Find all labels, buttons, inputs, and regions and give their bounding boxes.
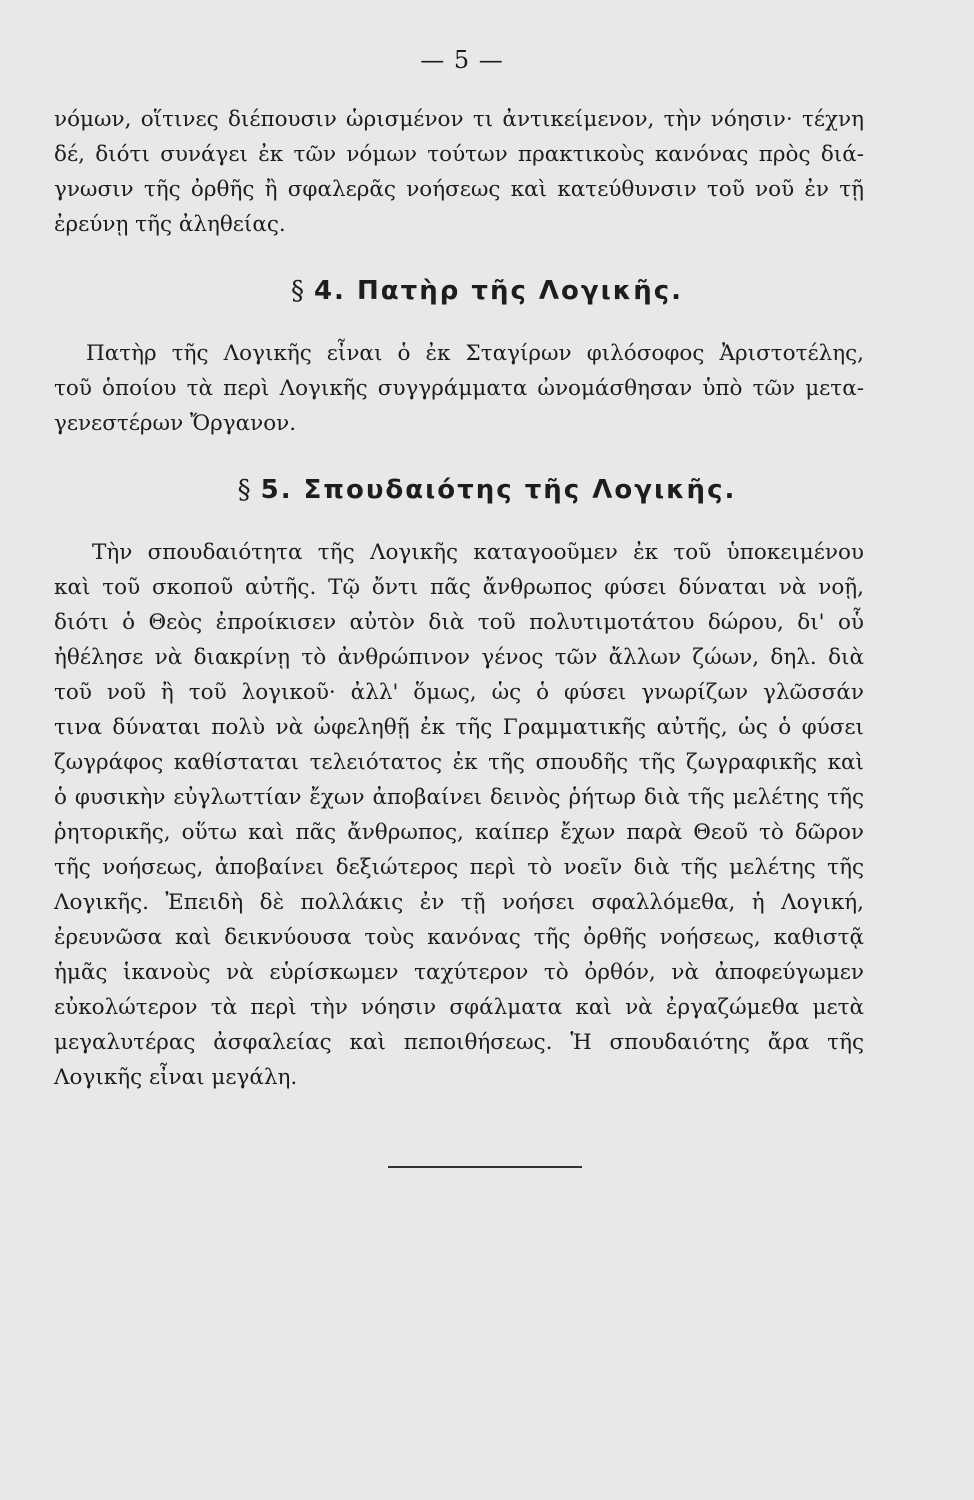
- text-line: μεγαλυτέρας ἀσφαλείας καὶ πεποιθήσεως. Ἡ σπουδαιότης ἄρα τῆς: [54, 1030, 864, 1055]
- section-title: 5. Σπουδαιότης τῆς Λογικῆς.: [260, 475, 737, 505]
- text-line: τοῦ ὁποίου τὰ περὶ Λογικῆς συγγράμματα ὠνομάσθησαν ὑπὸ τῶν μετα-: [54, 376, 864, 401]
- text-line: γνωσιν τῆς ὀρθῆς ἢ σφαλερᾶς νοήσεως καὶ κατεύθυνσιν τοῦ νοῦ ἐν τῇ: [54, 177, 864, 202]
- text-line: Λογικῆς εἶναι μεγάλη.: [54, 1065, 298, 1090]
- text-line: διότι ὁ Θεὸς ἐπροίκισεν αὐτὸν διὰ τοῦ πολυτιμοτάτου δώρου, δι' οὗ: [54, 610, 864, 635]
- section-heading-5: [0, 475, 974, 505]
- text-line: Λογικῆς. Ἐπειδὴ δὲ πολλάκις ἐν τῇ νοήσει σφαλλόμεθα, ἡ Λογική,: [54, 890, 864, 915]
- text-line: νόμων, οἵτινες διέπουσιν ὡρισμένον τι ἀντικείμενον, τὴν νόησιν· τέχνη: [54, 107, 864, 132]
- text-line: γενεστέρων Ὄργανον.: [54, 411, 297, 436]
- text-line: ἡμᾶς ἱκανοὺς νὰ εὑρίσκωμεν ταχύτερον τὸ ὀρθόν, νὰ ἀποφεύγωμεν: [54, 960, 864, 985]
- text-line: ἐρεύνῃ τῆς ἀληθείας.: [54, 212, 286, 237]
- text-line: ἐρευνῶσα καὶ δεικνύουσα τοὺς κανόνας τῆς ὀρθῆς νοήσεως, καθιστᾷ: [54, 925, 864, 950]
- end-rule: [388, 1166, 582, 1168]
- text-line: τοῦ νοῦ ἢ τοῦ λογικοῦ· ἀλλ' ὅμως, ὡς ὁ φύσει γνωρίζων γλῶσσάν: [54, 680, 864, 705]
- text-line: Πατὴρ τῆς Λογικῆς εἶναι ὁ ἐκ Σταγίρων φιλόσοφος Ἀριστοτέλης,: [86, 341, 864, 366]
- text-line: Τὴν σπουδαιότητα τῆς Λογικῆς καταγοοῦμεν ἐκ τοῦ ὑποκειμένου: [92, 540, 864, 565]
- text-line: ῥητορικῆς, οὕτω καὶ πᾶς ἄνθρωπος, καίπερ ἔχων παρὰ Θεοῦ τὸ δῶρον: [54, 820, 864, 845]
- text-line: τινα δύναται πολὺ νὰ ὠφεληθῇ ἐκ τῆς Γραμματικῆς αὐτῆς, ὡς ὁ φύσει: [54, 715, 864, 740]
- section-symbol: §: [237, 475, 253, 505]
- text-line: τῆς νοήσεως, ἀποβαίνει δεξιώτερος περὶ τὸ νοεῖν διὰ τῆς μελέτης τῆς: [54, 855, 864, 880]
- text-line: ἠθέλησε νὰ διακρίνῃ τὸ ἀνθρώπινον γένος τῶν ἄλλων ζώων, δηλ. διὰ: [54, 645, 864, 670]
- text-line: ὁ φυσικὴν εὐγλωττίαν ἔχων ἀποβαίνει δεινὸς ῥήτωρ διὰ τῆς μελέτης τῆς: [54, 785, 864, 810]
- section-heading-4: [0, 276, 974, 306]
- page-number: — 5 —: [420, 46, 504, 74]
- text-line: δέ, διότι συνάγει ἐκ τῶν νόμων τούτων πρακτικοὺς κανόνας πρὸς διά-: [54, 142, 864, 167]
- text-line: ζωγράφος καθίσταται τελειότατος ἐκ τῆς σπουδῆς τῆς ζωγραφικῆς καὶ: [54, 750, 864, 775]
- text-line: καὶ τοῦ σκοποῦ αὐτῆς. Τῷ ὄντι πᾶς ἄνθρωπος φύσει δύναται νὰ νοῇ,: [54, 575, 864, 600]
- section-title: 4. Πατὴρ τῆς Λογικῆς.: [313, 276, 684, 306]
- section-symbol: §: [290, 276, 306, 306]
- text-line: εὐκολώτερον τὰ περὶ τὴν νόησιν σφάλματα καὶ νὰ ἐργαζώμεθα μετὰ: [54, 995, 864, 1020]
